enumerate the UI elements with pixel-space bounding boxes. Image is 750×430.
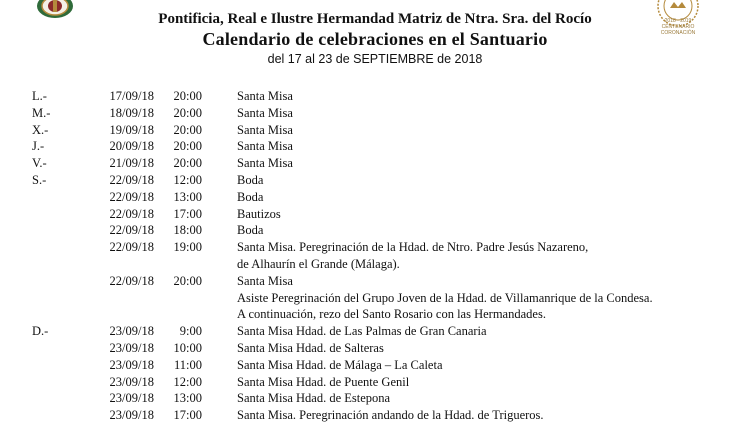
day-label (32, 390, 93, 407)
time-cell: 12:00 (173, 172, 202, 187)
day-label (32, 206, 93, 223)
event-description: Santa Misa. Peregrinación andando de la Hdad. de Trigueros. (237, 408, 544, 423)
date-cell: 23/09/18 (109, 357, 154, 372)
day-label (32, 239, 93, 256)
schedule-row (32, 374, 653, 391)
date-cell: 23/09/18 (109, 391, 154, 406)
event-description: Santa Misa (237, 105, 293, 120)
date-cell: 23/09/18 (109, 408, 154, 423)
day-label (32, 290, 93, 307)
time-cell: 20:00 (173, 105, 202, 120)
day-label: D.- (32, 324, 49, 339)
event-description: Santa Misa (237, 89, 293, 103)
event-description: Santa Misa (237, 273, 293, 288)
day-label (32, 189, 93, 206)
event-description: Santa Misa Hdad. de Málaga – La Caleta (237, 357, 443, 372)
logo-text-1: CENTENARIO (661, 24, 695, 30)
event-description: Santa Misa Hdad. de Salteras (237, 340, 384, 355)
date-cell: 21/09/18 (109, 156, 154, 171)
date-cell: 22/09/18 (109, 206, 154, 221)
schedule-row (32, 88, 653, 105)
day-label (32, 306, 93, 323)
time-cell: 12:00 (173, 374, 202, 389)
event-description: de Alhaurín el Grande (Málaga). (237, 256, 400, 271)
schedule-row (32, 256, 653, 273)
schedule-row (32, 222, 653, 239)
schedule-row (32, 290, 653, 307)
day-label: L.- (32, 89, 47, 103)
logo-years: 2018 · 2019 (664, 18, 692, 24)
brotherhood-name: Pontificia, Real e Ilustre Hermandad Matriz de Ntra. Sra. del Rocío (158, 11, 592, 27)
time-cell: 11:00 (173, 357, 202, 372)
day-label (32, 256, 93, 273)
date-cell: 22/09/18 (109, 240, 154, 255)
schedule-row (32, 206, 653, 223)
time-cell: 17:00 (173, 206, 202, 221)
event-description: Boda (237, 223, 264, 238)
time-cell: 18:00 (173, 223, 202, 238)
schedule-row (32, 138, 653, 155)
time-cell: 19:00 (173, 240, 202, 255)
schedule-table (32, 88, 653, 424)
day-label (32, 374, 93, 391)
schedule-row (32, 239, 653, 256)
date-cell (93, 290, 154, 307)
day-label: S.- (32, 172, 47, 187)
time-cell: 20:00 (173, 139, 202, 154)
logo-text-2: CORONACIÓN (660, 30, 696, 36)
time-cell: 20:00 (173, 156, 202, 171)
date-cell: 23/09/18 (109, 374, 154, 389)
schedule-row (32, 273, 653, 290)
event-description: Santa Misa Hdad. de Puente Genil (237, 374, 410, 389)
date-cell: 23/09/18 (109, 340, 154, 355)
time-cell (154, 256, 202, 273)
day-label (32, 407, 93, 424)
date-cell: 22/09/18 (109, 273, 154, 288)
time-cell: 17:00 (173, 408, 202, 423)
event-description: Santa Misa. Peregrinación de la Hdad. de Ntro. Padre Jesús Nazareno, (237, 240, 589, 255)
schedule-row (32, 306, 653, 323)
event-description: Boda (237, 172, 264, 187)
event-description: Santa Misa Hdad. de Las Palmas de Gran Canaria (237, 324, 487, 339)
day-label (32, 340, 93, 357)
day-label (32, 273, 93, 290)
date-cell: 18/09/18 (109, 105, 154, 120)
time-cell: 20:00 (173, 122, 202, 137)
schedule-row (32, 155, 653, 172)
date-cell: 23/09/18 (109, 324, 154, 339)
day-label (32, 357, 93, 374)
date-cell: 22/09/18 (109, 223, 154, 238)
time-cell: 13:00 (173, 189, 202, 204)
time-cell: 20:00 (173, 273, 202, 288)
time-cell: 20:00 (173, 89, 202, 103)
schedule-row (32, 357, 653, 374)
time-cell: 13:00 (173, 391, 202, 406)
time-cell (154, 306, 202, 323)
day-label (32, 222, 93, 239)
schedule-row (32, 340, 653, 357)
event-description: Bautizos (237, 206, 281, 221)
date-cell (93, 306, 154, 323)
time-cell: 10:00 (173, 340, 202, 355)
page-title: Calendario de celebraciones en el Santuario (202, 29, 548, 49)
time-cell (154, 290, 202, 307)
day-label: M.- (32, 105, 51, 120)
event-description: A continuación, rezo del Santo Rosario con las Hermandades. (237, 307, 546, 322)
schedule-row (32, 189, 653, 206)
schedule-row (32, 122, 653, 139)
event-description: Asiste Peregrinación del Grupo Joven de la Hdad. de Villamanrique de la Condesa. (237, 290, 653, 305)
event-description: Santa Misa (237, 156, 293, 171)
schedule-row (32, 323, 653, 340)
schedule-row (32, 105, 653, 122)
event-description: Santa Misa Hdad. de Estepona (237, 391, 391, 406)
event-description: Boda (237, 189, 264, 204)
document-header (0, 10, 750, 68)
date-cell: 19/09/18 (109, 122, 154, 137)
schedule-row (32, 407, 653, 424)
date-cell (93, 256, 154, 273)
date-cell: 22/09/18 (109, 189, 154, 204)
time-cell: 9:00 (179, 324, 202, 339)
date-range: del 17 al 23 de SEPTIEMBRE de 2018 (267, 52, 483, 66)
day-label: V.- (32, 156, 47, 171)
date-cell: 20/09/18 (109, 139, 154, 154)
event-description: Santa Misa (237, 139, 293, 154)
schedule-row (32, 172, 653, 189)
day-label: J.- (32, 139, 45, 154)
day-label: X.- (32, 122, 49, 137)
date-cell: 17/09/18 (109, 89, 154, 103)
event-description: Santa Misa (237, 122, 293, 137)
schedule-row (32, 390, 653, 407)
date-cell: 22/09/18 (109, 172, 154, 187)
